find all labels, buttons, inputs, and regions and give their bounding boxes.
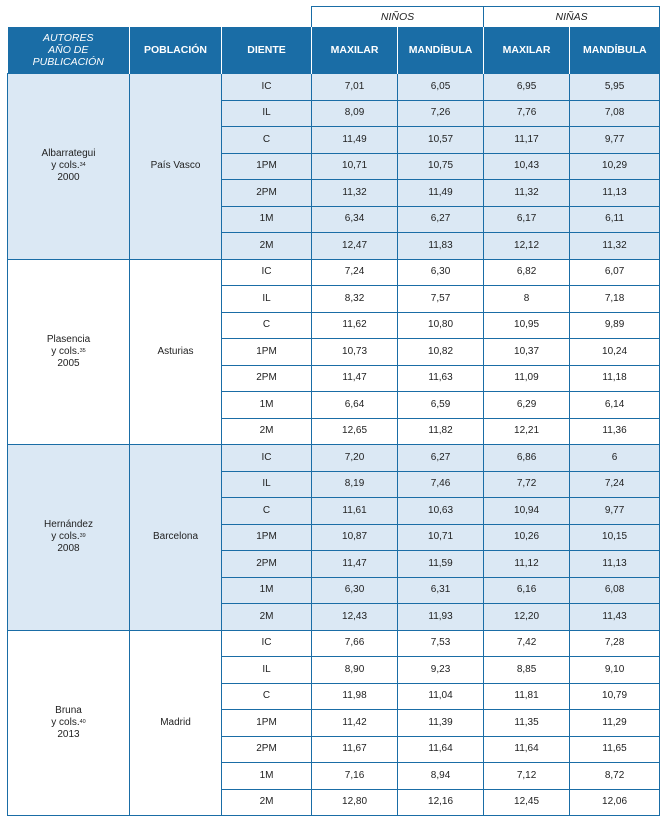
table-row	[8, 630, 660, 657]
ninos-maxilar-cell: 6,34	[312, 206, 398, 233]
header-ninas-mandibula: MANDÍBULA	[570, 27, 660, 74]
ninos-mandibula-cell: 7,46	[398, 471, 484, 498]
ninos-maxilar-cell: 10,73	[312, 339, 398, 366]
tooth-cell: 2PM	[222, 551, 312, 578]
author-name: Plasencia	[46, 333, 91, 345]
tooth-cell: 2M	[222, 604, 312, 631]
ninas-maxilar-cell: 7,12	[484, 763, 570, 790]
ninos-mandibula-cell: 11,39	[398, 710, 484, 737]
tooth-cell: 1PM	[222, 710, 312, 737]
tooth-cell: 2PM	[222, 365, 312, 392]
header-ninos-mandibula: MANDÍBULA	[398, 27, 484, 74]
ninas-maxilar-cell: 7,42	[484, 630, 570, 657]
ninas-maxilar-cell: 12,12	[484, 233, 570, 260]
ninas-mandibula-cell: 9,77	[570, 127, 660, 154]
ninas-mandibula-cell: 7,08	[570, 100, 660, 127]
ninos-maxilar-cell: 11,47	[312, 365, 398, 392]
ninas-maxilar-cell: 6,29	[484, 392, 570, 419]
population-cell: Barcelona	[130, 445, 222, 631]
ninos-maxilar-cell: 12,43	[312, 604, 398, 631]
ninas-maxilar-cell: 7,76	[484, 100, 570, 127]
ninos-maxilar-cell: 7,24	[312, 259, 398, 286]
tooth-cell: IL	[222, 100, 312, 127]
ninas-mandibula-cell: 9,10	[570, 657, 660, 684]
tooth-cell: 1PM	[222, 339, 312, 366]
header-authors: AUTORES AÑO DE PUBLICACIÓN	[8, 27, 130, 74]
ninos-mandibula-cell: 9,23	[398, 657, 484, 684]
ninas-mandibula-cell: 11,13	[570, 551, 660, 578]
tooth-cell: IC	[222, 259, 312, 286]
ninas-maxilar-cell: 11,12	[484, 551, 570, 578]
ninos-maxilar-cell: 7,01	[312, 74, 398, 101]
reference-number: 40	[79, 718, 86, 725]
tooth-cell: 1PM	[222, 524, 312, 551]
ninos-maxilar-cell: 11,32	[312, 180, 398, 207]
ninos-mandibula-cell: 10,75	[398, 153, 484, 180]
ninos-maxilar-cell: 8,32	[312, 286, 398, 313]
ninos-mandibula-cell: 7,53	[398, 630, 484, 657]
ninos-maxilar-cell: 11,98	[312, 683, 398, 710]
ninas-maxilar-cell: 11,64	[484, 736, 570, 763]
ninos-maxilar-cell: 8,19	[312, 471, 398, 498]
table-body	[8, 74, 660, 816]
ninos-mandibula-cell: 6,59	[398, 392, 484, 419]
ninas-maxilar-cell: 10,43	[484, 153, 570, 180]
ninos-maxilar-cell: 11,61	[312, 498, 398, 525]
ninas-mandibula-cell: 6,11	[570, 206, 660, 233]
ninas-maxilar-cell: 11,17	[484, 127, 570, 154]
reference-number: 39	[79, 533, 86, 540]
tooth-cell: 1M	[222, 206, 312, 233]
ninas-maxilar-cell: 6,86	[484, 445, 570, 472]
ninos-maxilar-cell: 8,90	[312, 657, 398, 684]
tooth-cell: IC	[222, 445, 312, 472]
ninas-mandibula-cell: 7,28	[570, 630, 660, 657]
publication-year: 2013	[57, 728, 80, 740]
ninos-mandibula-cell: 11,49	[398, 180, 484, 207]
ninos-mandibula-cell: 11,04	[398, 683, 484, 710]
table-row	[8, 74, 660, 101]
author-cell	[8, 74, 130, 260]
ninos-mandibula-cell: 10,80	[398, 312, 484, 339]
header-ninas-maxilar: MAXILAR	[484, 27, 570, 74]
tooth-cell: C	[222, 683, 312, 710]
ninas-mandibula-cell: 6,07	[570, 259, 660, 286]
ninos-maxilar-cell: 7,66	[312, 630, 398, 657]
ninos-mandibula-cell: 11,63	[398, 365, 484, 392]
ninos-maxilar-cell: 6,30	[312, 577, 398, 604]
tooth-cell: IC	[222, 630, 312, 657]
ninos-maxilar-cell: 11,42	[312, 710, 398, 737]
ninas-mandibula-cell: 10,29	[570, 153, 660, 180]
ninos-mandibula-cell: 7,26	[398, 100, 484, 127]
ninos-mandibula-cell: 6,27	[398, 206, 484, 233]
tooth-cell: 2PM	[222, 736, 312, 763]
ninas-mandibula-cell: 8,72	[570, 763, 660, 790]
tooth-cell: 1M	[222, 577, 312, 604]
tooth-cell: IL	[222, 286, 312, 313]
ninos-maxilar-cell: 6,64	[312, 392, 398, 419]
ninas-maxilar-cell: 8,85	[484, 657, 570, 684]
ninas-maxilar-cell: 11,81	[484, 683, 570, 710]
ninos-maxilar-cell: 12,65	[312, 418, 398, 445]
ninas-mandibula-cell: 9,89	[570, 312, 660, 339]
author-name: Bruna	[55, 704, 82, 716]
author-cell	[8, 259, 130, 445]
ninas-maxilar-cell: 10,26	[484, 524, 570, 551]
ninos-maxilar-cell: 8,09	[312, 100, 398, 127]
ninos-mandibula-cell: 10,71	[398, 524, 484, 551]
tooth-cell: IL	[222, 657, 312, 684]
ninas-maxilar-cell: 6,17	[484, 206, 570, 233]
ninas-maxilar-cell: 6,95	[484, 74, 570, 101]
ninos-mandibula-cell: 10,57	[398, 127, 484, 154]
population-cell: Asturias	[130, 259, 222, 445]
ninas-maxilar-cell: 12,21	[484, 418, 570, 445]
ninas-mandibula-cell: 11,29	[570, 710, 660, 737]
author-cell	[8, 445, 130, 631]
ninas-mandibula-cell: 11,36	[570, 418, 660, 445]
ninas-maxilar-cell: 6,16	[484, 577, 570, 604]
ninas-maxilar-cell: 11,35	[484, 710, 570, 737]
ninas-maxilar-cell: 11,09	[484, 365, 570, 392]
author-cols: y cols.	[51, 531, 80, 543]
author-cols: y cols.	[51, 160, 80, 172]
ninos-mandibula-cell: 6,05	[398, 74, 484, 101]
ninas-maxilar-cell: 7,72	[484, 471, 570, 498]
ninos-mandibula-cell: 11,82	[398, 418, 484, 445]
tooth-size-table	[7, 6, 660, 816]
ninas-mandibula-cell: 10,15	[570, 524, 660, 551]
header-diente: DIENTE	[222, 27, 312, 74]
tooth-cell: 2M	[222, 789, 312, 816]
ninos-mandibula-cell: 12,16	[398, 789, 484, 816]
ninas-mandibula-cell: 11,18	[570, 365, 660, 392]
tooth-cell: 1PM	[222, 153, 312, 180]
ninas-mandibula-cell: 6,08	[570, 577, 660, 604]
ninas-mandibula-cell: 11,65	[570, 736, 660, 763]
table-row	[8, 445, 660, 472]
ninas-mandibula-cell: 12,06	[570, 789, 660, 816]
population-cell: País Vasco	[130, 74, 222, 260]
ninas-mandibula-cell: 7,24	[570, 471, 660, 498]
ninas-maxilar-cell: 12,20	[484, 604, 570, 631]
ninos-maxilar-cell: 11,49	[312, 127, 398, 154]
ninos-mandibula-cell: 11,64	[398, 736, 484, 763]
ninas-maxilar-cell: 10,37	[484, 339, 570, 366]
header-ninos-maxilar: MAXILAR	[312, 27, 398, 74]
ninas-mandibula-cell: 9,77	[570, 498, 660, 525]
tooth-cell: C	[222, 127, 312, 154]
tooth-cell: C	[222, 312, 312, 339]
ninos-mandibula-cell: 8,94	[398, 763, 484, 790]
tooth-cell: 2M	[222, 233, 312, 260]
ninos-maxilar-cell: 12,80	[312, 789, 398, 816]
table-row	[8, 259, 660, 286]
author-cols: y cols.	[51, 716, 80, 728]
ninas-mandibula-cell: 7,18	[570, 286, 660, 313]
ninas-mandibula-cell: 11,13	[570, 180, 660, 207]
ninas-mandibula-cell: 5,95	[570, 74, 660, 101]
publication-year: 2000	[57, 172, 80, 184]
tooth-cell: 2M	[222, 418, 312, 445]
ninos-mandibula-cell: 11,93	[398, 604, 484, 631]
author-name: Hernández	[44, 519, 93, 531]
ninos-mandibula-cell: 6,31	[398, 577, 484, 604]
ninos-mandibula-cell: 11,59	[398, 551, 484, 578]
tooth-cell: 1M	[222, 392, 312, 419]
column-header-row	[8, 27, 660, 74]
ninos-maxilar-cell: 7,20	[312, 445, 398, 472]
ninos-maxilar-cell: 11,47	[312, 551, 398, 578]
ninos-mandibula-cell: 11,83	[398, 233, 484, 260]
tooth-cell: C	[222, 498, 312, 525]
ninas-mandibula-cell: 6,14	[570, 392, 660, 419]
ninas-mandibula-cell: 6	[570, 445, 660, 472]
tooth-cell: 1M	[222, 763, 312, 790]
ninas-maxilar-cell: 8	[484, 286, 570, 313]
header-poblacion: POBLACIÓN	[130, 27, 222, 74]
ninos-maxilar-cell: 10,71	[312, 153, 398, 180]
ninos-mandibula-cell: 6,27	[398, 445, 484, 472]
publication-year: 2008	[57, 543, 80, 555]
author-cell	[8, 630, 130, 816]
ninas-mandibula-cell: 11,43	[570, 604, 660, 631]
ninas-mandibula-cell: 10,79	[570, 683, 660, 710]
ninas-maxilar-cell: 10,95	[484, 312, 570, 339]
ninos-maxilar-cell: 11,67	[312, 736, 398, 763]
ninos-maxilar-cell: 7,16	[312, 763, 398, 790]
author-cols: y cols.	[51, 345, 80, 357]
group-ninas-label: NIÑAS	[484, 7, 660, 28]
ninos-maxilar-cell: 11,62	[312, 312, 398, 339]
ninas-mandibula-cell: 11,32	[570, 233, 660, 260]
ninas-maxilar-cell: 10,94	[484, 498, 570, 525]
reference-number: 35	[79, 347, 86, 354]
ninos-mandibula-cell: 10,82	[398, 339, 484, 366]
ninas-maxilar-cell: 11,32	[484, 180, 570, 207]
ninos-maxilar-cell: 10,87	[312, 524, 398, 551]
ninas-maxilar-cell: 6,82	[484, 259, 570, 286]
ninos-maxilar-cell: 12,47	[312, 233, 398, 260]
publication-year: 2005	[57, 357, 80, 369]
ninos-mandibula-cell: 6,30	[398, 259, 484, 286]
reference-number: 34	[79, 162, 86, 169]
author-name: Albarrategui	[41, 148, 96, 160]
ninos-mandibula-cell: 10,63	[398, 498, 484, 525]
ninas-mandibula-cell: 10,24	[570, 339, 660, 366]
tooth-cell: 2PM	[222, 180, 312, 207]
group-header-row	[8, 7, 660, 28]
ninas-maxilar-cell: 12,45	[484, 789, 570, 816]
population-cell: Madrid	[130, 630, 222, 816]
group-ninos-label: NIÑOS	[312, 7, 484, 28]
tooth-cell: IL	[222, 471, 312, 498]
tooth-cell: IC	[222, 74, 312, 101]
ninos-mandibula-cell: 7,57	[398, 286, 484, 313]
